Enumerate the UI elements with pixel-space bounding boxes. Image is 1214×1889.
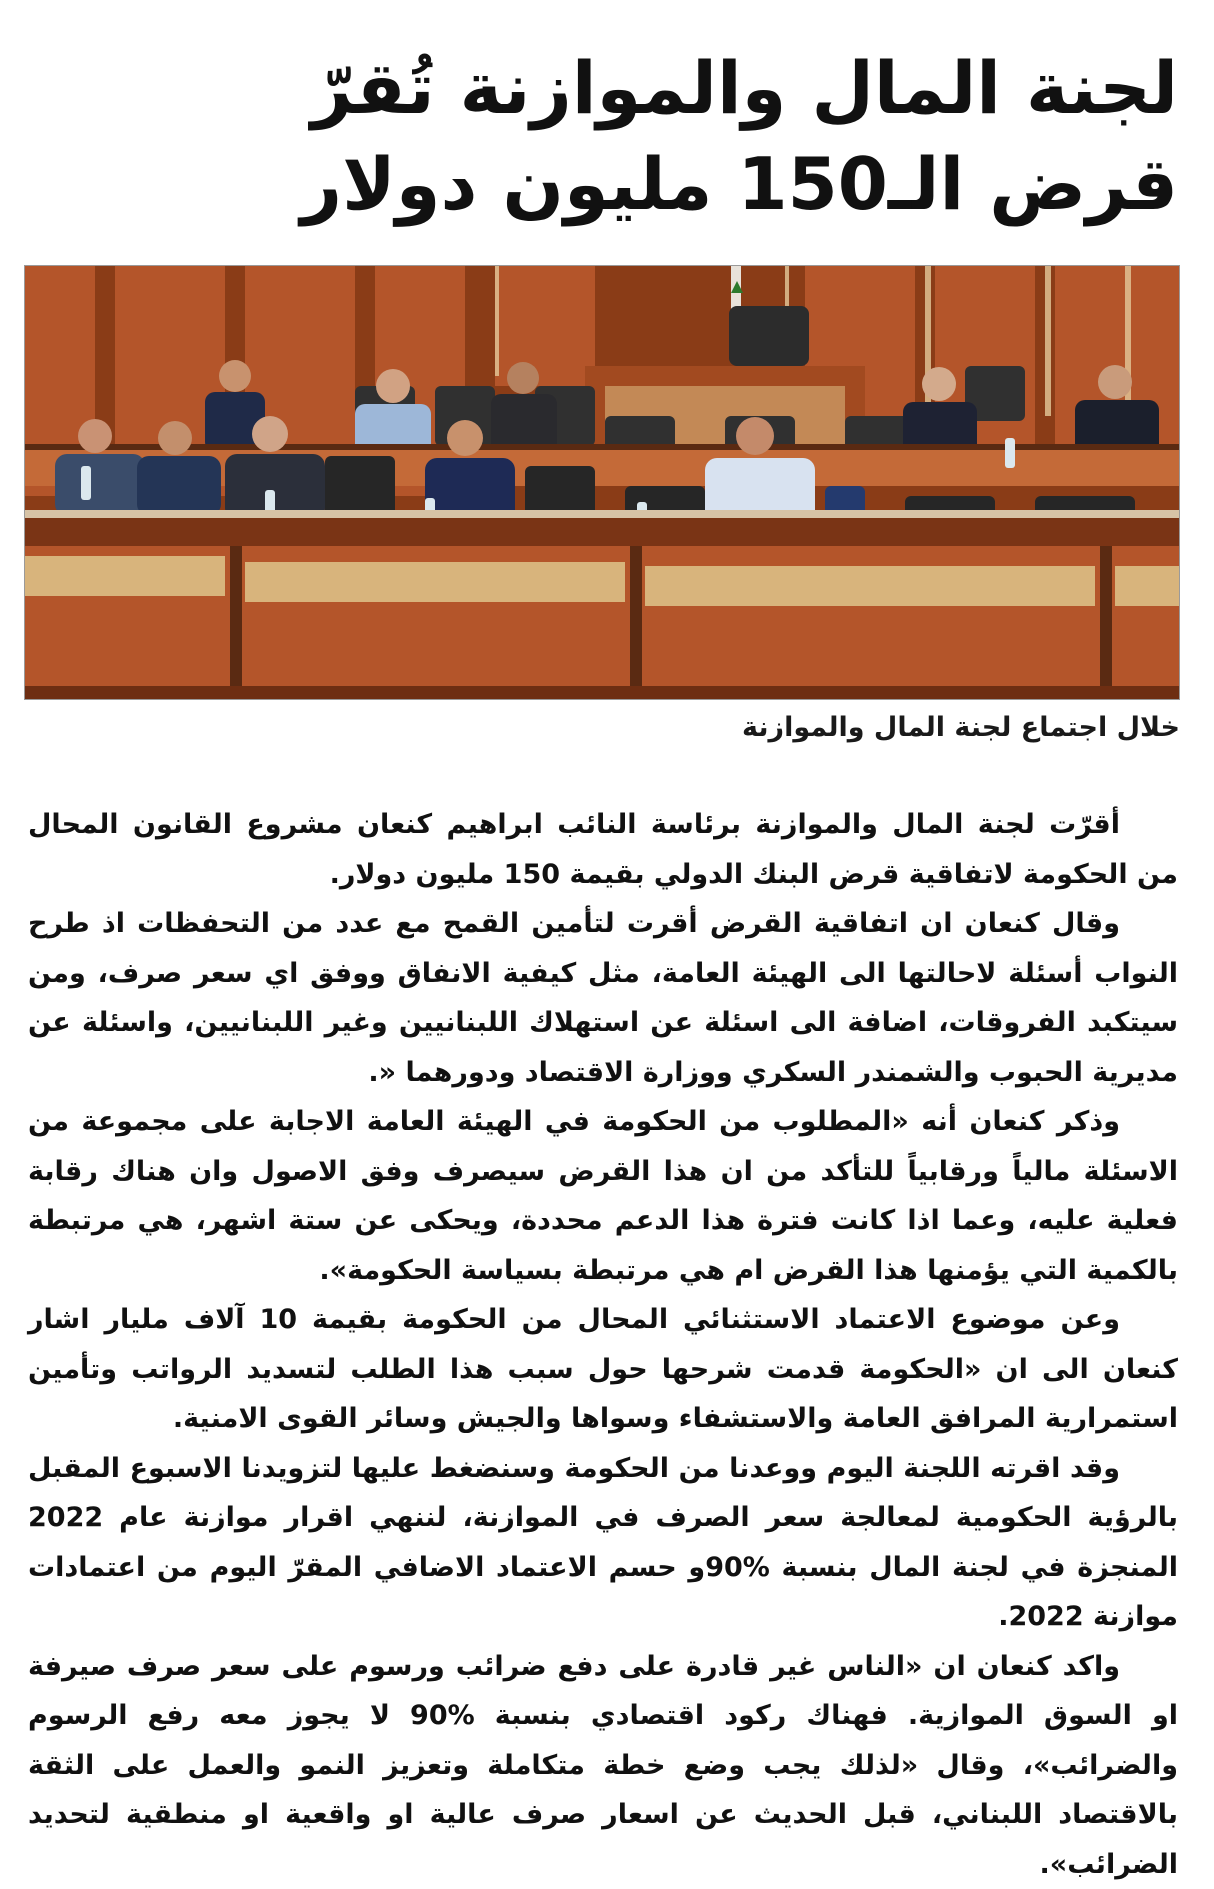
article-paragraph: وقال كنعان ان اتفاقية القرض أقرت لتأمين القمح مع عدد من التحفظات اذ طرح النواب أسئلة لاحالتها الى الهيئة العامة، مثل كيفية الانفاق ووفق اي سعر صرف، ومن سيتكبد الفروقات، اضافة الى اسئلة عن استهلاك اللبنانيين وغير اللبنانيين، واسئلة عن مديرية الحبوب والشمندر السكري ووزارة الاقتصاد ودورهما «. bbox=[28, 899, 1178, 1097]
article-body bbox=[28, 800, 1178, 1889]
headline-line-2: قرض الـ150 مليون دولار bbox=[28, 136, 1178, 232]
photo-caption: خلال اجتماع لجنة المال والموازنة bbox=[30, 708, 1180, 748]
headline bbox=[28, 40, 1178, 232]
article-paragraph: وذكر كنعان أنه «المطلوب من الحكومة في الهيئة العامة الاجابة على مجموعة من الاسئلة مالياً ورقابياً للتأكد من ان هذا القرض سيصرف وفق الاصول وان هناك رقابة فعلية عليه، وعما اذا كانت فترة هذا الدعم محددة، ويحكى عن ستة اشهر، هي مرتبطة بالكمية التي يؤمنها هذا القرض ام هي مرتبطة بسياسة الحكومة». bbox=[28, 1097, 1178, 1295]
headline-line-1: لجنة المال والموازنة تُقرّ bbox=[28, 40, 1178, 136]
article-paragraph: أقرّت لجنة المال والموازنة برئاسة النائب ابراهيم كنعان مشروع القانون المحال من الحكومة لاتفاقية قرض البنك الدولي بقيمة 150 مليون دولار. bbox=[28, 800, 1178, 899]
article-paragraph: واكد كنعان ان «الناس غير قادرة على دفع ضرائب ورسوم على سعر صرف صيرفة او السوق الموازية. فهناك ركود اقتصادي بنسبة %90 لا يجوز معه رفع الرسوم والضرائب»، وقال «لذلك يجب وضع خطة متكاملة وتعزيز النمو والعمل على الثقة بالاقتصاد اللبناني، قبل الحديث عن اسعار صرف عالية او واقعية او منطقية لتحديد الضرائب». bbox=[28, 1642, 1178, 1889]
committee-meeting-photo bbox=[24, 265, 1180, 700]
article-paragraph: وعن موضوع الاعتماد الاستثنائي المحال من الحكومة بقيمة 10 آلاف مليار اشار كنعان الى ان «الحكومة قدمت شرحها حول سبب هذا الطلب لتسديد الرواتب وتأمين استمرارية المرافق العامة والاستشفاء وسواها والجيش وسائر القوى الامنية. bbox=[28, 1295, 1178, 1444]
article-paragraph: وقد اقرته اللجنة اليوم ووعدنا من الحكومة وسنضغط عليها لتزويدنا الاسبوع المقبل بالرؤية الحكومية لمعالجة سعر الصرف في الموازنة، لننهي اقرار موازنة عام 2022 المنجزة في لجنة المال بنسبة %90و حسم الاعتماد الاضافي المقرّ اليوم من اعتمادات موازنة 2022. bbox=[28, 1444, 1178, 1642]
